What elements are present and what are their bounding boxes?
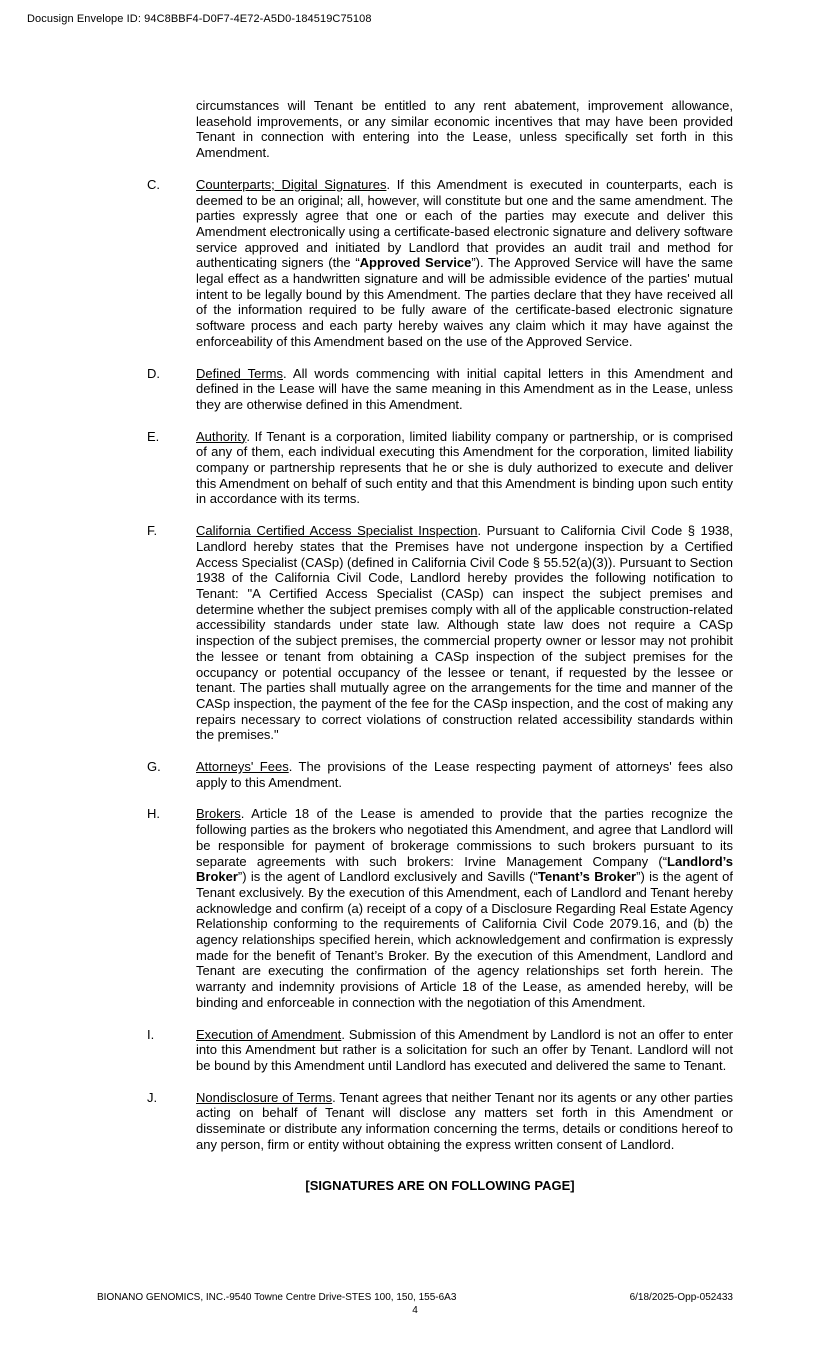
footer-left: BIONANO GENOMICS, INC.-9540 Towne Centre Drive-STES 100, 150, 155-6A3 [97,1292,457,1303]
footer-row [97,1292,733,1303]
item-heading: Attorneys' Fees [196,759,289,775]
amendment-items [147,177,733,1153]
item-letter: C. [147,176,160,192]
document-body [147,98,733,1194]
item-letter: F. [147,523,158,539]
item-body-text [196,177,733,349]
item-heading: Nondisclosure of Terms [196,1089,333,1105]
item-text [196,429,733,508]
item-heading: Brokers [196,806,241,822]
item-letter: D. [147,365,160,381]
item-heading: California Certified Access Specialist Inspection [196,523,478,539]
body-run: . Tenant agrees that neither Tenant nor its agents or any other parties acting on behalf of Tenant will disclose any matters set forth in this Amendment or disseminate or distribute any information concerning the terms, details or conditions hereof to any person, firm or entity without obtaining the express written consent of Landlord. [196,1089,734,1152]
intro-paragraph: circumstances will Tenant be entitled to any rent abatement, improvement allowance, leasehold improvements, or any similar economic incentives that may have been provided Tenant in connection with entering into the Lease, unless specifically set forth in this Amendment. [196,98,733,161]
item-body-text [196,523,733,742]
body-run: . Pursuant to California Civil Code § 1938, Landlord hereby states that the Premises have not undergone inspection by a Certified Access Specialist (CASp) (defined in California Civil Code § 55.52(a)(3)). Pursuant to Section 1938 of the California Civil Code, Landlord hereby provides the following notification to Tenant: "A Certified Access Specialist (CASp) can inspect the subject premises and determine whether the subject premises comply with all of the applicable construction-related accessibility standards under state law. Although state law does not require a CASp inspection of the subject premises, the commercial property owner or lessor may not prohibit the lessee or tenant from obtaining a CASp inspection of the subject premises for the occupancy or potential occupancy of the lessee or tenant, if requested by the lessee or tenant. The parties shall mutually agree on the arrangements for the time and manner of the CASp inspection, the payment of the fee for the CASp inspection, and the cost of making any repairs necessary to correct violations of construction related accessibility standards within the premises." [196,523,733,743]
amendment-item [147,1027,733,1074]
item-text [196,366,733,413]
item-text [196,806,733,1010]
amendment-item [147,429,733,508]
amendment-item [147,759,733,790]
amendment-item [147,177,733,350]
body-run: ”) is the agent of Tenant exclusively. By the execution of this Amendment, each of Landlord and Tenant hereby acknowledge and confirm (a) receipt of a copy of a Disclosure Regarding Real Estate Agency Relationship conforming to the requirements of California Civil Code 2079.16, and (b) the agency relationships specified herein, which acknowledgement and confirmation is expressly made for the benefit of Tenant’s Broker. By the execution of this Amendment, Landlord and Tenant are executing the confirmation of the agency relationships set forth herein. The warranty and indemnity provisions of Article 18 of the Lease, as amended hereby, will be binding and enforceable in connection with the negotiation of this Amendment. [196,869,733,1010]
item-heading: Execution of Amendment [196,1026,342,1042]
body-run: . Article 18 of the Lease is amended to provide that the parties recognize the following parties as the brokers who negotiated this Amendment, and agree that Landlord will be responsible for payment of brokerage commissions to such brokers pursuant to its separate agreements with such brokers: Irvine Management Company (“ [196,806,733,869]
body-run: ”). The Approved Service will have the same legal effect as a handwritten signature and will be admissible evidence of the parties' mutual intent to be legally bound by this Amendment. The parties declare that they have received all of the information required to be fully aware of the certificate-based electronic signature software process and each party hereby waives any claim which it may have against the enforceability of this Amendment based on the use of the Approved Service. [196,255,733,349]
item-text [196,523,733,743]
item-text [196,1090,733,1153]
amendment-item [147,366,733,413]
body-run: ”) is the agent of Landlord exclusively and Savills (“ [237,869,538,885]
item-body-text [196,806,733,1009]
bold-term: Landlord’s Broker [196,853,733,885]
item-body-text [196,429,733,507]
footer [97,1292,733,1316]
bold-term: Tenant’s Broker [537,869,637,885]
item-heading: Defined Terms [196,365,283,381]
item-letter: H. [147,806,160,822]
amendment-item [147,523,733,743]
item-letter: I. [147,1026,155,1042]
body-run: . The provisions of the Lease respecting payment of attorneys' fees also apply to this Amendment. [196,759,733,790]
item-heading: Authority [196,428,247,444]
amendment-item [147,806,733,1010]
item-letter: J. [147,1089,158,1105]
item-letter: E. [147,428,160,444]
amendment-item [147,1090,733,1153]
item-heading: Counterparts; Digital Signatures [196,176,387,192]
item-letter: G. [147,759,161,775]
item-text [196,177,733,350]
docusign-envelope-id: Docusign Envelope ID: 94C8BBF4-D0F7-4E72-A5D0-184519C75108 [27,13,372,25]
page-number: 4 [412,1305,418,1316]
bold-term: Approved Service [359,255,472,271]
body-run: . If Tenant is a corporation, limited liability company or partnership, or is comprised of any of them, each individual executing this Amendment for the corporation, limited liability company or partnership represents that he or she is duly authorized to execute and deliver this Amendment on behalf of such entity and that this Amendment is binding upon such entity in accordance with its terms. [196,428,733,507]
body-run: . If this Amendment is executed in counterparts, each is deemed to be an original; all, however, will constitute but one and the same amendment. The parties expressly agree that one or each of the parties may execute and deliver this Amendment electronically using a certificate-based electronic signature and delivery software service approved and initiated by Landlord that provides an audit trail and method for authenticating signers (the “ [196,176,733,271]
item-text [196,1027,733,1074]
footer-right: 6/18/2025-Opp-052433 [629,1292,733,1303]
body-run: . All words commencing with initial capital letters in this Amendment and defined in the Lease will have the same meaning in this Amendment as in the Lease, unless they are otherwise defined in this Amendment. [196,365,733,412]
item-text [196,759,733,790]
signatures-notice: [SIGNATURES ARE ON FOLLOWING PAGE] [305,1178,575,1194]
body-run: . Submission of this Amendment by Landlord is not an offer to enter into this Amendment but rather is a solicitation for such an offer by Tenant. Landlord will not be bound by this Amendment until Landlord has executed and delivered the same to Tenant. [196,1026,734,1073]
